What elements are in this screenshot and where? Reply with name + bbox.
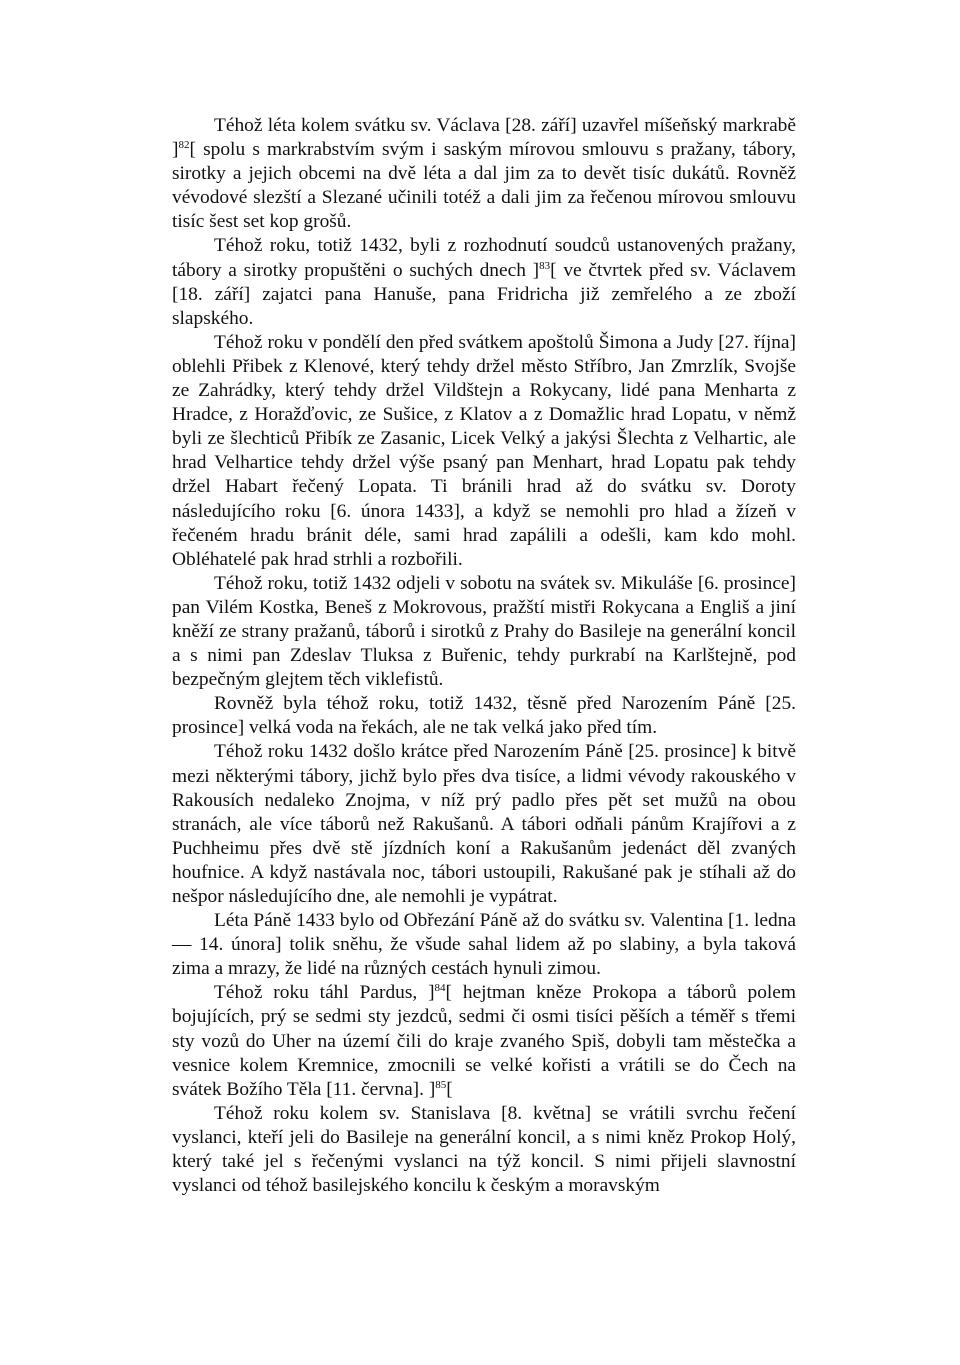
page-marker: 84 bbox=[434, 982, 446, 995]
paragraph-text: [ ve čtvrtek před sv. Václavem [18. září] zajatci pana Hanuše, pana Fridricha již zemřelého a ze zboží slapského. bbox=[172, 259, 796, 329]
paragraph-text: Rovněž byla téhož roku, totiž 1432, těsně před Narozením Páně [25. prosince] velká voda na řekách, ale ne tak velká jako před tím. bbox=[172, 693, 796, 739]
paragraph-7 bbox=[172, 909, 796, 981]
paragraph-text: Téhož roku kolem sv. Stanislava [8. května] se vrátili svrchu řečení vyslanci, kteří jeli do Basileje na generální koncil, a s nimi kněz Prokop Holý, který také jel s řečenými vyslanci na týž koncil. S nimi přijeli slavnostní vyslanci od téhož basilejského koncilu k českým a moravským bbox=[172, 1102, 796, 1197]
paragraph-1 bbox=[172, 114, 796, 234]
paragraph-9 bbox=[172, 1102, 796, 1198]
paragraph-text: [ bbox=[446, 1078, 453, 1100]
paragraph-text: Téhož roku, totiž 1432, byli z rozhodnutí soudců ustanovených pražany, tábory a sirotky propuštěni o suchých dnech ] bbox=[172, 235, 796, 281]
paragraph-text: Téhož roku 1432 došlo krátce před Narozením Páně [25. prosince] k bitvě mezi některými tábory, jichž bylo přes dva tisíce, a lidmi vévody rakouského v Rakousích nedaleko Znojma, v níž prý padlo přes pět set mužů na obou stranách, ale více táborů než Rakušanů. A tábori odňali pánům Krajířovi a z Puchheimu přes dvě stě jízdních koní a Rakušanům jedenáct děl zvaných houfnice. A když nastávala noc, tábori ustoupili, Rakušané pak je stíhali až do nešpor následujícího dne, ale nemohli je vypátrat. bbox=[172, 741, 796, 907]
page-marker: 83 bbox=[539, 259, 551, 272]
paragraph-text: [ spolu s markrabstvím svým i saským mírovou smlouvu s pražany, tábory, sirotky a jejich obcemi na dvě léta a dal jim za to devět tisíc dukátů. Rovněž vévodové slezští a Slezané učinili totéž a dali jim za řečenou mírovou smlouvu tisíc šest set kop grošů. bbox=[172, 139, 796, 233]
paragraph-text: [ hejtman kněze Prokopa a táborů polem bojujících, prý se sedmi sty jezdců, sedmi či osmi tisíci pěších a téměř s třemi sty vozů do Uher na území čili do kraje zvaného Spiš, dobyli tam městečka a vesnice kolem Kremnice, zmocnili se velké kořisti a vrátili se do Čech na svátek Božího Těla [11. června]. ] bbox=[172, 982, 796, 1100]
paragraph-text: Téhož roku, totiž 1432 odjeli v sobotu na svátek sv. Mikuláše [6. prosince] pan Vilém Kostka, Beneš z Mokrovous, pražští mistři Rokycana a Engliš a jiní kněží ze strany pražanů, táborů i sirotků z Prahy do Basileje na generální koncil a s nimi pan Zdeslav Tluksa z Buřenic, tehdy purkrabí na Karlštejně, pod bezpečným glejtem těch viklefistů. bbox=[172, 572, 796, 691]
paragraph-3 bbox=[172, 331, 796, 572]
page-marker: 82 bbox=[178, 139, 190, 152]
paragraph-text: Téhož léta kolem svátku sv. Václava [28. září] uzavřel míšeňský markrabě ] bbox=[172, 115, 796, 161]
paragraph-8 bbox=[172, 981, 796, 1101]
paragraph-6 bbox=[172, 740, 796, 909]
page-marker: 85 bbox=[435, 1078, 447, 1091]
paragraph-text: Téhož roku v pondělí den před svátkem apoštolů Šimona a Judy [27. října] oblehli Přibek z Klenové, který tehdy držel město Stříbro, Jan Zmrzlík, Svojše ze Zahrádky, který tehdy držel Vildštejn a Rokycany, lidé pana Menharta z Hradce, z Horažďovic, ze Sušice, z Klatov a z Domažlic hrad Lopatu, v němž byli ze šlechticů Přibík ze Zasanic, Licek Velký a jakýsi Šlechta z Velhartic, ale hrad Velhartice tehdy držel výše psaný pan Menhart, hrad Lopatu pak tehdy držel Habart řečený Lopata. Ti bránili hrad až do svátku sv. Doroty následujícího roku [6. února 1433], a když se nemohli pro hlad a žízeň v řečeném hradu bránit déle, sami hrad zapálili a odešli, kam kdo mohl. Obléhatelé pak hrad strhli a rozbořili. bbox=[172, 331, 796, 570]
paragraph-4 bbox=[172, 572, 796, 692]
document-page bbox=[172, 114, 796, 1198]
paragraph-5 bbox=[172, 692, 796, 740]
paragraph-2 bbox=[172, 234, 796, 330]
paragraph-text: Léta Páně 1433 bylo od Obřezání Páně až do svátku sv. Valentina [1. ledna — 14. února] tolik sněhu, že všude sahal lidem až po slabiny, a byla taková zima a mrazy, že lidé na různých cestách hynuli zimou. bbox=[172, 910, 796, 980]
paragraph-text: Téhož roku táhl Pardus, ] bbox=[214, 982, 435, 1004]
